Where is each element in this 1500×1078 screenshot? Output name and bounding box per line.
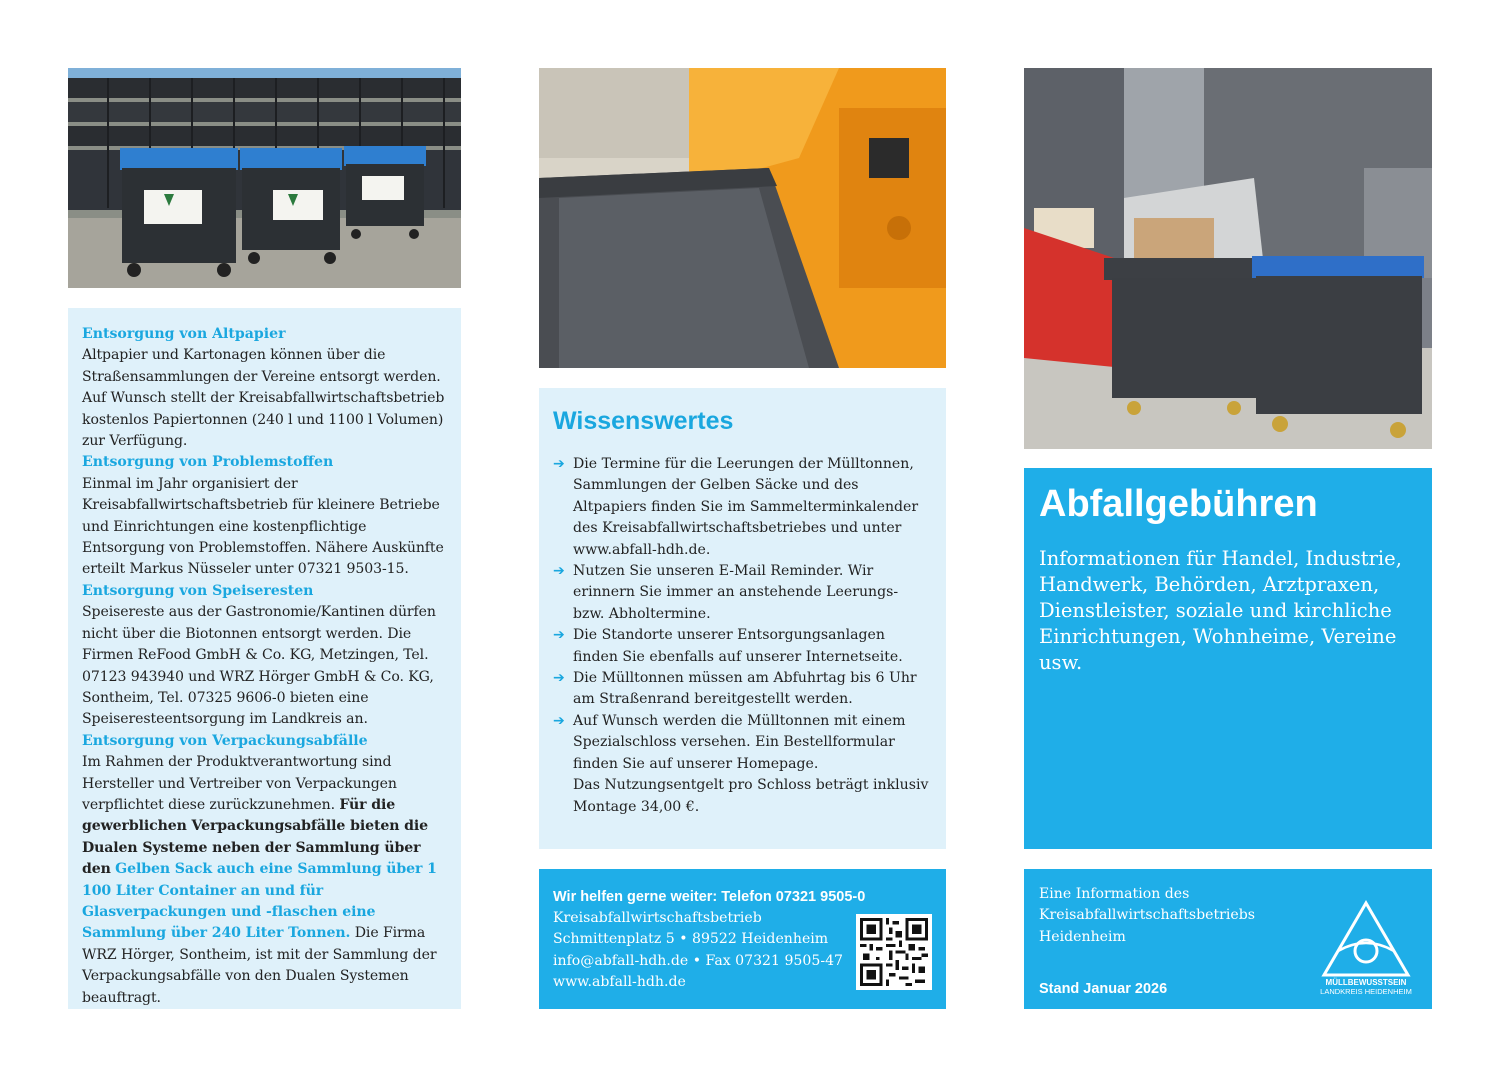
arrow-right-icon: ➔ — [553, 563, 565, 580]
section-heading-speisereste: Entsorgung von Speiseresten — [82, 582, 314, 599]
photo-paper-bins — [68, 68, 461, 288]
wissenswertes-panel — [539, 388, 946, 849]
photo-truck-lift — [539, 68, 946, 368]
bullet-text: Die Termine für die Leerungen der Mülltonnen, Sammlungen der Gelben Säcke und des Altpapiers finden Sie im Sammelterminkalender des Kreisabfallwirtschaftsbetriebes und unter www.abfall-hdh.de. — [573, 456, 919, 558]
bullet-text: Die Mülltonnen müssen am Abfuhrtag bis 6 Uhr am Straßenrand bereitgestellt werden. — [573, 670, 917, 708]
bullet-item — [553, 668, 932, 711]
svg-text:LANDKREIS HEIDENHEIM: LANDKREIS HEIDENHEIM — [1320, 987, 1412, 996]
bullet-item — [553, 625, 932, 668]
arrow-right-icon: ➔ — [553, 712, 565, 729]
contact-email-fax[interactable]: info@abfall-hdh.de • Fax 07321 9505-47 — [553, 952, 844, 969]
bullet-item — [553, 454, 932, 561]
section-heading-problemstoffe: Entsorgung von Problemstoffen — [82, 454, 334, 471]
section-text-altpapier: Altpapier und Kartonagen können über die Straßensammlungen der Vereine entsorgt werden. Auf Wunsch stellt der Kreisabfallwirtschaftsbetrieb kostenlos Papiertonnen (240 l und 1100 l Volumen) zur Verfügung. — [82, 347, 445, 450]
section-text-verpackung — [82, 752, 447, 1009]
contact-block — [539, 869, 946, 1009]
publisher-info-panel — [1024, 869, 1432, 1009]
publisher-info-text: Eine Information des Kreisabfallwirtschaftsbetriebs Heidenheim — [1039, 886, 1255, 945]
verpackung-text-end: Die Firma WRZ Hörger, Sontheim, ist mit der Sammlung der Verpackungsabfälle von den Dualen Systemen beauftragt. — [82, 925, 437, 1006]
bullet-extra-line — [553, 775, 932, 818]
cover-title-panel — [1024, 468, 1432, 849]
section-heading-verpackung: Entsorgung von Verpackungsabfälle — [82, 732, 368, 749]
arrow-right-icon: ➔ — [553, 670, 565, 687]
bullet-item — [553, 711, 932, 775]
contact-address: Schmittenplatz 5 • 89522 Heidenheim — [553, 931, 829, 948]
page-title: Abfallgebühren — [1039, 483, 1318, 525]
contact-org: Kreisabfallwirtschaftsbetrieb — [553, 910, 762, 926]
section-heading-altpapier: Entsorgung von Altpapier — [82, 326, 286, 342]
page-subtitle: Informationen für Handel, Industrie, Handwerk, Behörden, Arztpraxen, Dienstleister, soziale und kirchliche Einrichtungen, Wohnheime, Vereine usw. — [1039, 547, 1402, 674]
section-text-speisereste: Speisereste aus der Gastronomie/Kantinen dürfen nicht über die Biotonnen entsorgt werden. Die Firmen ReFood GmbH & Co. KG, Metzingen, Tel. 07123 943940 und WRZ Hörger GmbH & Co. KG, Sontheim, Tel. 07325 9606-0 bieten eine Speiseresteentsorgung im Landkreis an. — [82, 604, 436, 728]
stand-date: Stand Januar 2026 — [1039, 981, 1168, 997]
arrow-right-icon: ➔ — [553, 456, 565, 472]
contact-heading: Wir helfen gerne weiter: Telefon 07321 9505-0 — [553, 889, 866, 905]
section-text-problemstoffe: Einmal im Jahr organisiert der Kreisabfallwirtschaftsbetrieb für kleinere Betriebe und Einrichtungen eine kostenpflichtige Entsorgung von Problemstoffen. Nähere Auskünfte erteilt Markus Nüsseler unter 07321 9503-15. — [82, 475, 444, 578]
verpackung-text-blue: Gelben Sack auch eine Sammlung über 1 100 Liter Container an und für Glasverpackungen und -flaschen eine Sammlung über 240 Liter Tonnen. — [82, 861, 437, 942]
qr-code-icon[interactable] — [856, 914, 932, 990]
bullet-text: Die Standorte unserer Entsorgungsanlagen finden Sie ebenfalls auf unserer Internetseite. — [573, 627, 903, 665]
verpackung-text-bold: Für die gewerblichen Verpackungsabfälle bieten die Dualen Systeme neben der Sammlung über den — [82, 796, 429, 878]
arrow-right-icon: ➔ — [553, 627, 565, 644]
wissenswertes-title: Wissenswertes — [553, 407, 734, 435]
bullet-text: Nutzen Sie unseren E-Mail Reminder. Wir erinnern Sie immer an anstehende Leerungs- bzw. Abholtermine. — [573, 563, 899, 622]
left-info-panel — [68, 308, 461, 1009]
svg-text:MÜLLBEWUSSTSEIN: MÜLLBEWUSSTSEIN — [1325, 978, 1407, 987]
photo-containers-building — [1024, 68, 1432, 449]
contact-website[interactable]: www.abfall-hdh.de — [553, 974, 686, 991]
bullet-text: Auf Wunsch werden die Mülltonnen mit einem Spezialschloss versehen. Ein Bestellformular finden Sie auf unserer Homepage. — [573, 712, 906, 772]
bullet-item — [553, 561, 932, 625]
muellbewusstsein-logo — [1312, 899, 1420, 997]
verpackung-text-plain: Im Rahmen der Produktverantwortung sind Hersteller und Vertreiber von Verpackungen verpflichtet diese zurückzunehmen. — [82, 754, 397, 813]
schloss-price-text: Das Nutzungsentgelt pro Schloss beträgt inklusiv Montage 34,00 €. — [573, 777, 929, 815]
